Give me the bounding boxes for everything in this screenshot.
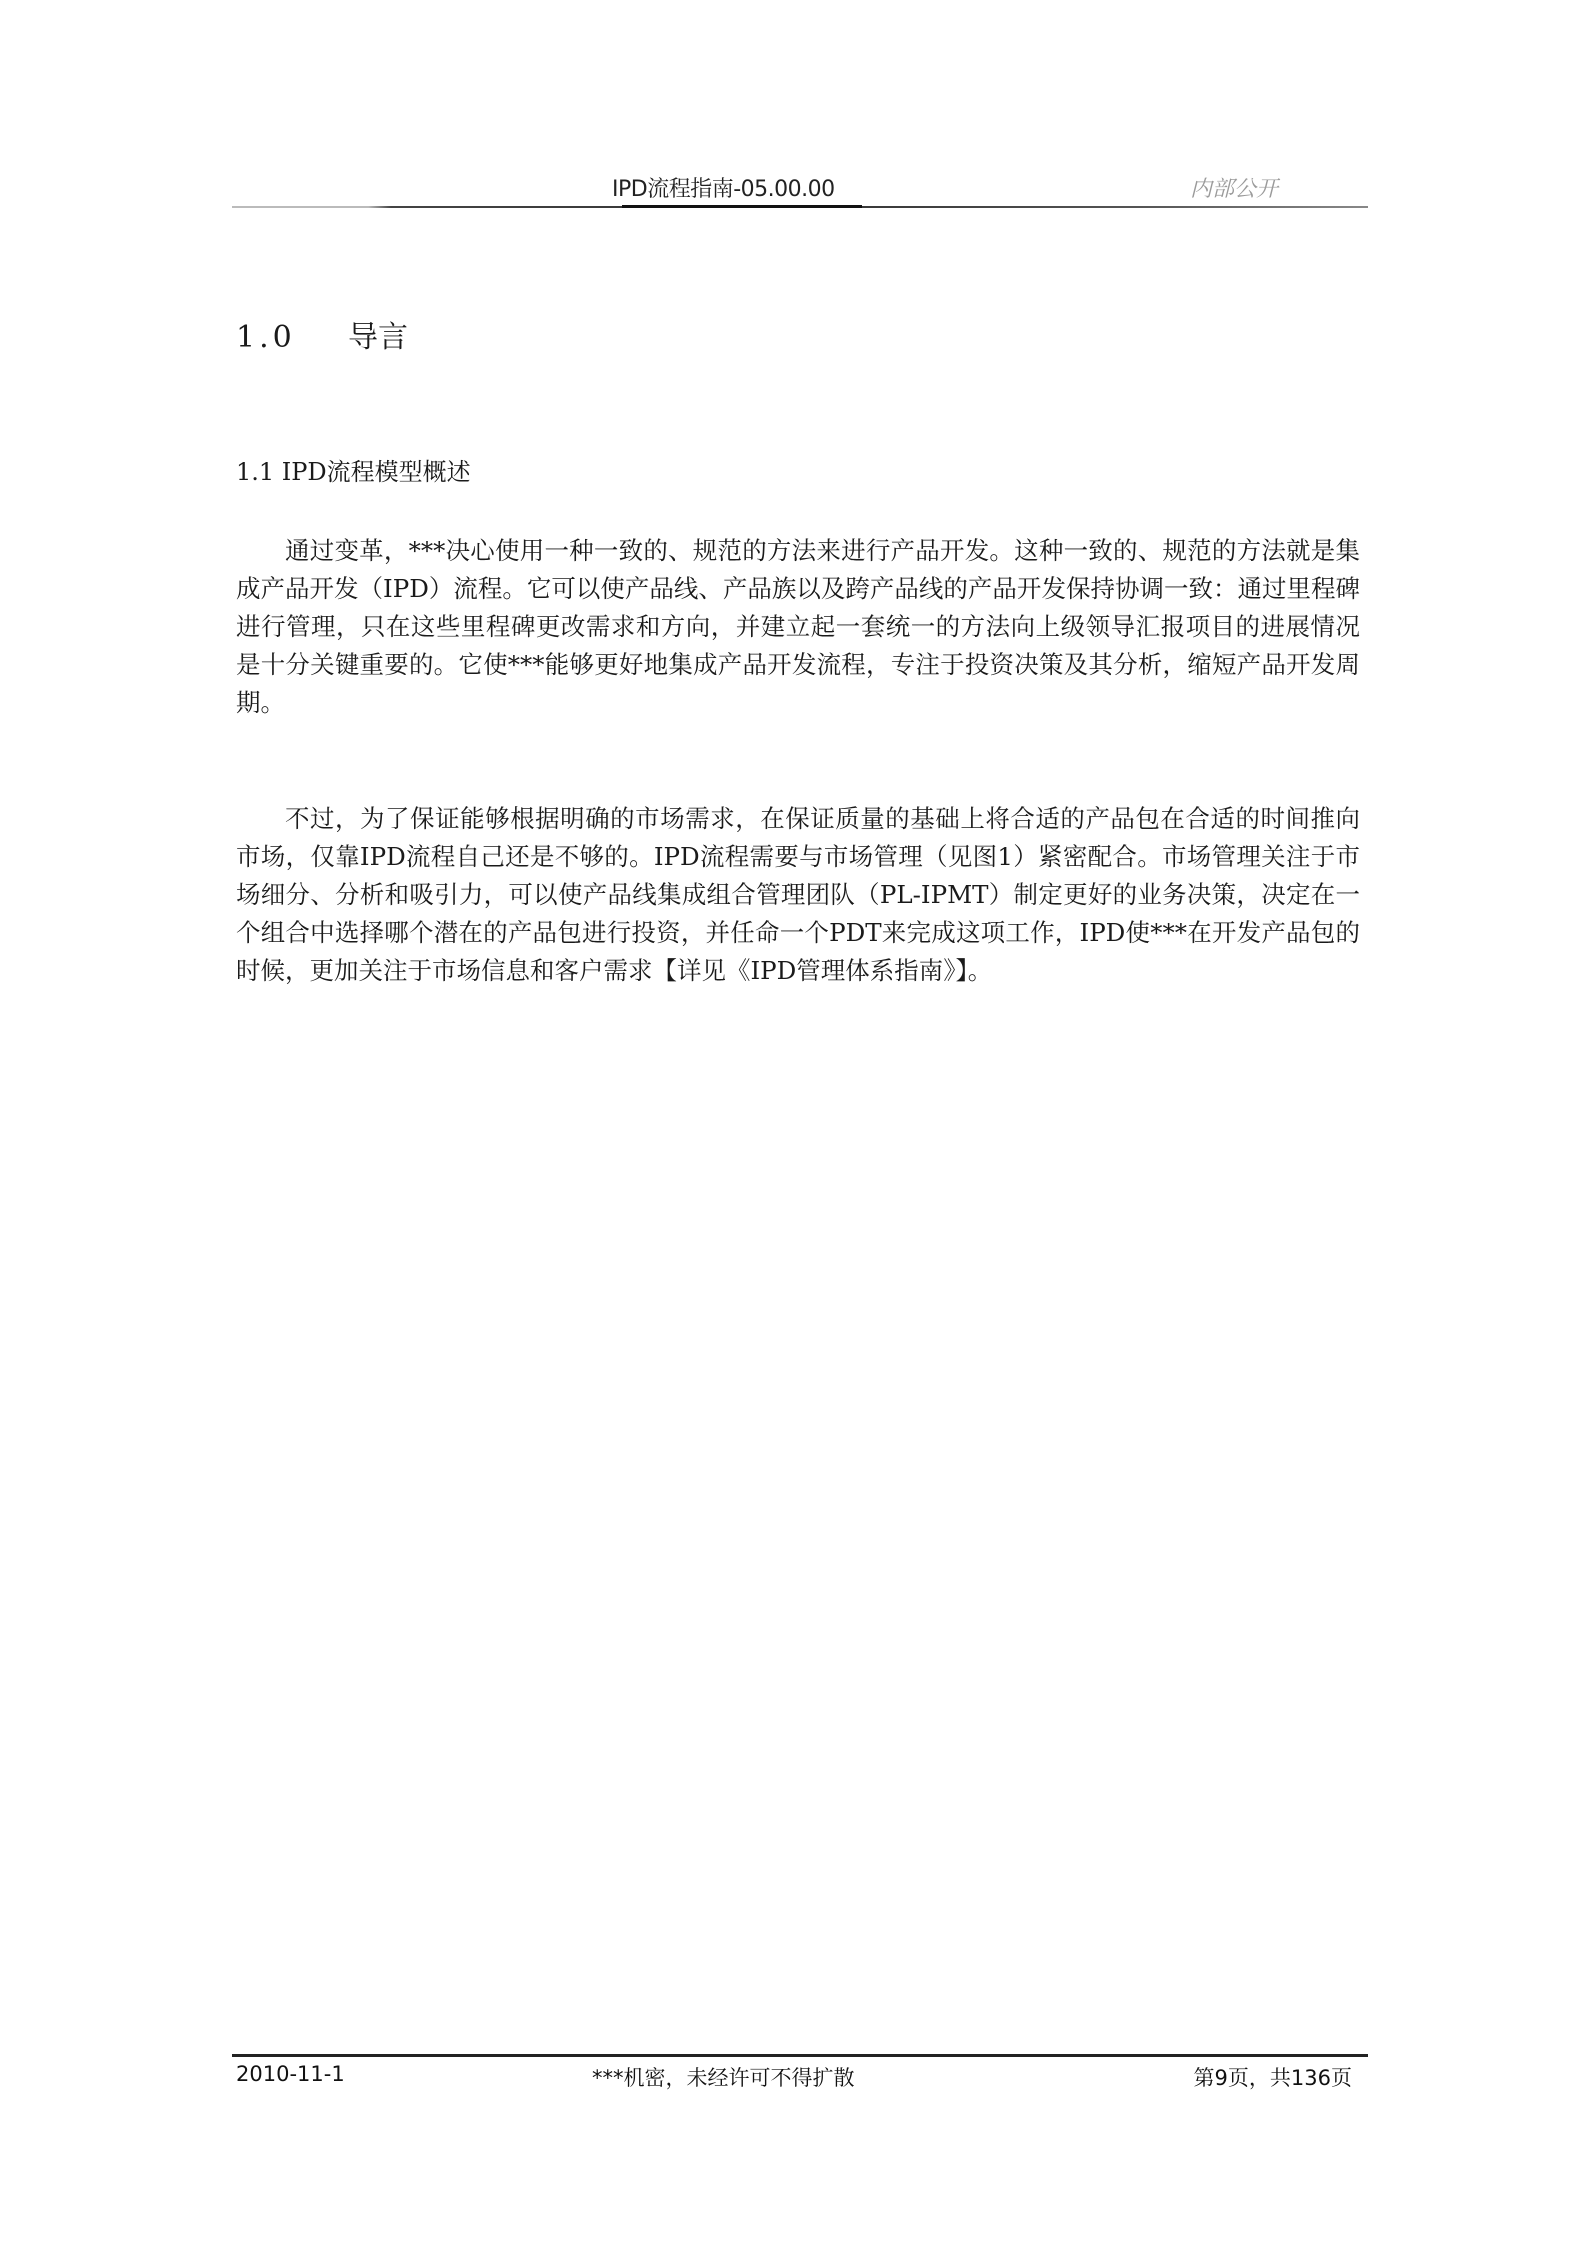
body-paragraph: 不过，为了保证能够根据明确的市场需求，在保证质量的基础上将合适的产品包在合适的时间推向市场，仅靠IPD流程自己还是不够的。IPD流程需要与市场管理（见图1）紧密配合。市场管理关注于市场细分、分析和吸引力，可以使产品线集成组合管理团队（PL-IPMT）制定更好的业务决策，决定在一个组合中选择哪个潜在的产品包进行投资，并任命一个PDT来完成这项工作，IPD使***在开发产品包的时候，更加关注于市场信息和客户需求【详见《IPD管理体系指南》】。: [236, 804, 1360, 985]
header-divider-accent: [622, 205, 862, 208]
footer-date: 2010-11-1: [236, 2062, 345, 2086]
page-footer: [232, 2052, 1368, 2092]
section-heading: [236, 312, 408, 356]
section-number: 1.0: [236, 320, 296, 355]
classification-label: 内部公开: [1189, 177, 1278, 202]
document-title: IPD流程指南-05.00.00: [612, 177, 835, 202]
footer-divider: [232, 2054, 1368, 2057]
body-paragraph: 通过变革，***决心使用一种一致的、规范的方法来进行产品开发。这种一致的、规范的方法就是集成产品开发（IPD）流程。它可以使产品线、产品族以及跨产品线的产品开发保持协调一致：通过里程碑进行管理，只在这些里程碑更改需求和方向，并建立起一套统一的方法向上级领导汇报项目的进展情况是十分关键重要的。它使***能够更好地集成产品开发流程，专注于投资决策及其分析，缩短产品开发周期。: [236, 536, 1360, 717]
page-header: [232, 168, 1368, 208]
page-number: 第9页，共136页: [1193, 2066, 1352, 2090]
section-title: 导言: [348, 320, 408, 355]
subsection-heading: 1.1 IPD流程模型概述: [236, 458, 471, 486]
confidentiality-notice: ***机密，未经许可不得扩散: [592, 2066, 855, 2090]
